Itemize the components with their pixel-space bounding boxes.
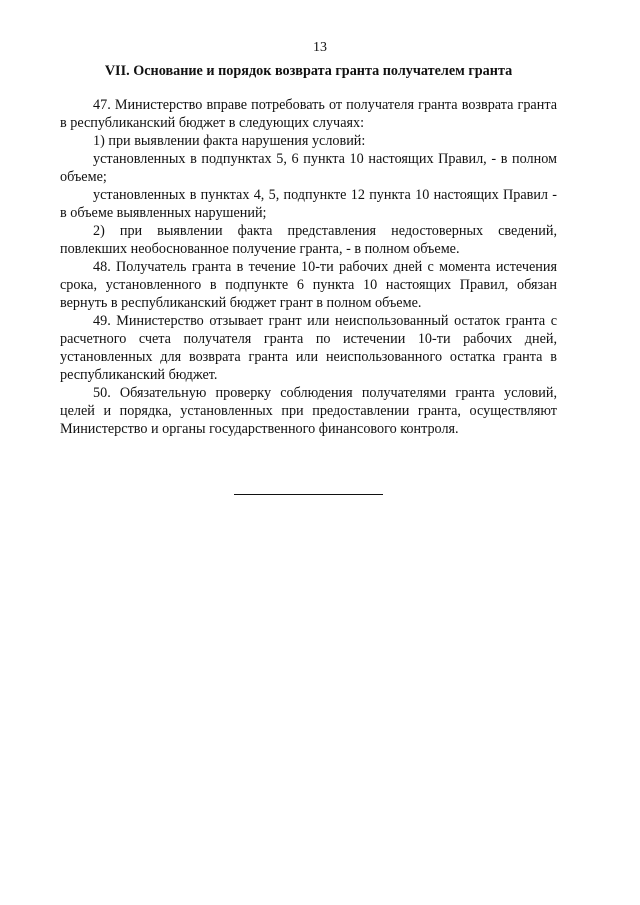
paragraph-47-case-1-partial: установленных в пунктах 4, 5, подпункте 12 пункта 10 настоящих Правил - в объеме выявленных нарушений; <box>60 187 557 221</box>
end-separator-line <box>234 494 383 495</box>
paragraph-47: 47. Министерство вправе потребовать от получателя гранта возврата гранта в республиканский бюджет в следующих случаях: <box>60 97 557 131</box>
section-title: VII. Основание и порядок возврата гранта получателем гранта <box>104 63 513 79</box>
paragraph-49: 49. Министерство отзывает грант или неиспользованный остаток гранта с расчетного счета получателя гранта по истечении 10-ти рабочих дней, установленных для возврата гранта или неиспользованного остатка гранта в республиканский бюджет. <box>60 313 557 383</box>
paragraph-47-case-1: 1) при выявлении факта нарушения условий: <box>93 133 366 149</box>
paragraph-50: 50. Обязательную проверку соблюдения получателями гранта условий, целей и порядка, установленных при предоставлении гранта, осуществляют Министерство и органы государственного финансового контроля. <box>60 385 557 437</box>
page-number: 13 <box>313 40 327 55</box>
paragraph-47-case-1-full: установленных в подпунктах 5, 6 пункта 10 настоящих Правил, - в полном объеме; <box>60 151 557 185</box>
paragraph-48: 48. Получатель гранта в течение 10-ти рабочих дней с момента истечения срока, установленного в подпункте 6 пункта 10 настоящих Правил, обязан вернуть в республиканский бюджет грант в полном объеме. <box>60 259 557 311</box>
document-body <box>60 96 557 438</box>
paragraph-47-case-2: 2) при выявлении факта представления недостоверных сведений, повлекших необоснованное получение гранта, - в полном объеме. <box>60 223 557 257</box>
